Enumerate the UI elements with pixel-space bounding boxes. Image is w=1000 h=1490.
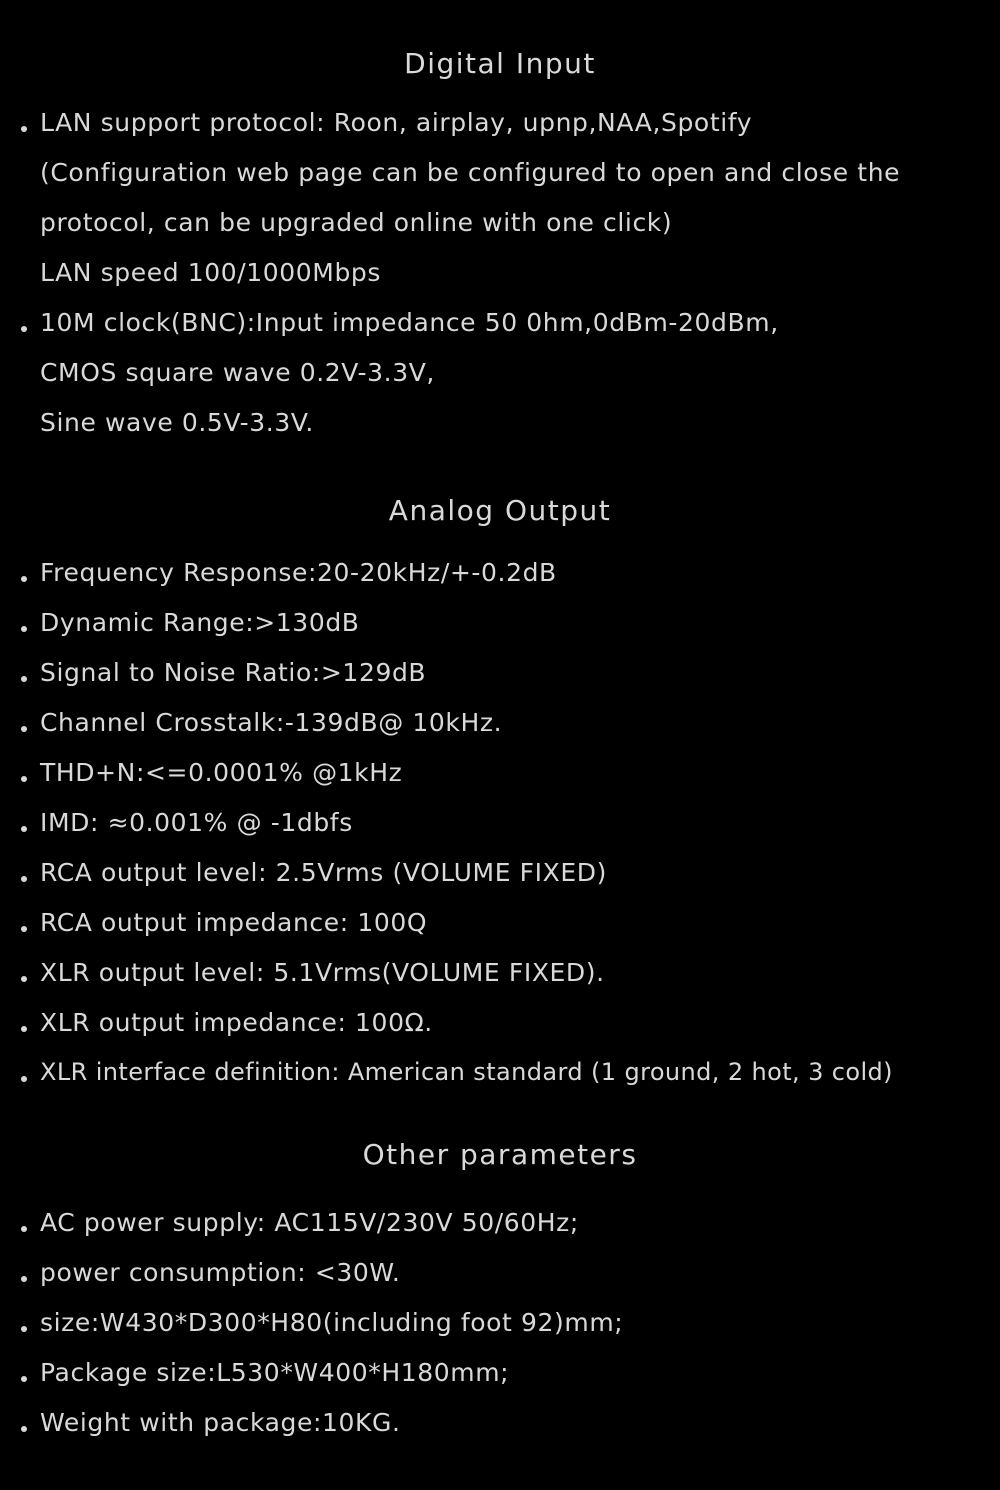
spec-line: size:W430*D300*H80(including foot 92)mm;	[40, 1308, 624, 1337]
bullet	[21, 126, 27, 132]
bullet	[21, 776, 27, 782]
section-heading-other-parameters: Other parameters	[362, 1138, 638, 1171]
spec-line: AC power supply: AC115V/230V 50/60Hz;	[40, 1208, 579, 1237]
bullet	[21, 826, 27, 832]
bullet	[21, 576, 27, 582]
spec-line: CMOS square wave 0.2V-3.3V,	[40, 358, 435, 387]
section-heading-digital-input: Digital Input	[404, 47, 596, 80]
spec-line: IMD: ≈0.001% @ -1dbfs	[40, 808, 353, 837]
spec-line: Channel Crosstalk:-139dB@ 10kHz.	[40, 708, 503, 737]
spec-line: THD+N:<=0.0001% @1kHz	[40, 758, 403, 787]
bullet	[21, 626, 27, 632]
spec-line: Signal to Noise Ratio:>129dB	[40, 658, 427, 687]
spec-line: Sine wave 0.5V-3.3V.	[40, 408, 314, 437]
spec-line: Frequency Response:20-20kHz/+-0.2dB	[40, 558, 557, 587]
spec-line: protocol, can be upgraded online with one click)	[40, 208, 673, 237]
spec-line: XLR output level: 5.1Vrms(VOLUME FIXED).	[40, 958, 605, 987]
bullet	[21, 326, 27, 332]
spec-line: XLR output impedance: 100Ω.	[40, 1008, 433, 1037]
bullet	[21, 676, 27, 682]
spec-line: RCA output impedance: 100Q	[40, 908, 428, 937]
spec-line: (Configuration web page can be configured to open and close the	[40, 158, 901, 187]
spec-line: LAN speed 100/1000Mbps	[40, 258, 382, 287]
spec-line: LAN support protocol: Roon, airplay, upnp,NAA,Spotify	[40, 108, 753, 137]
bullet	[21, 1226, 27, 1232]
bullet	[21, 1076, 27, 1082]
section-heading-analog-output: Analog Output	[388, 494, 612, 527]
bullet	[21, 1026, 27, 1032]
bullet	[21, 1376, 27, 1382]
spec-line: Weight with package:10KG.	[40, 1408, 401, 1437]
spec-line: Package size:L530*W400*H180mm;	[40, 1358, 510, 1387]
bullet	[21, 1326, 27, 1332]
spec-line: XLR interface definition: American standard (1 ground, 2 hot, 3 cold)	[40, 1058, 893, 1086]
bullet	[21, 976, 27, 982]
spec-line: 10M clock(BNC):Input impedance 50 0hm,0dBm-20dBm,	[40, 308, 779, 337]
bullet	[21, 926, 27, 932]
spec-line: Dynamic Range:>130dB	[40, 608, 360, 637]
bullet	[21, 726, 27, 732]
spec-line: power consumption: <30W.	[40, 1258, 401, 1287]
bullet	[21, 1276, 27, 1282]
spec-line: RCA output level: 2.5Vrms (VOLUME FIXED)	[40, 858, 607, 887]
bullet	[21, 876, 27, 882]
bullet	[21, 1426, 27, 1432]
